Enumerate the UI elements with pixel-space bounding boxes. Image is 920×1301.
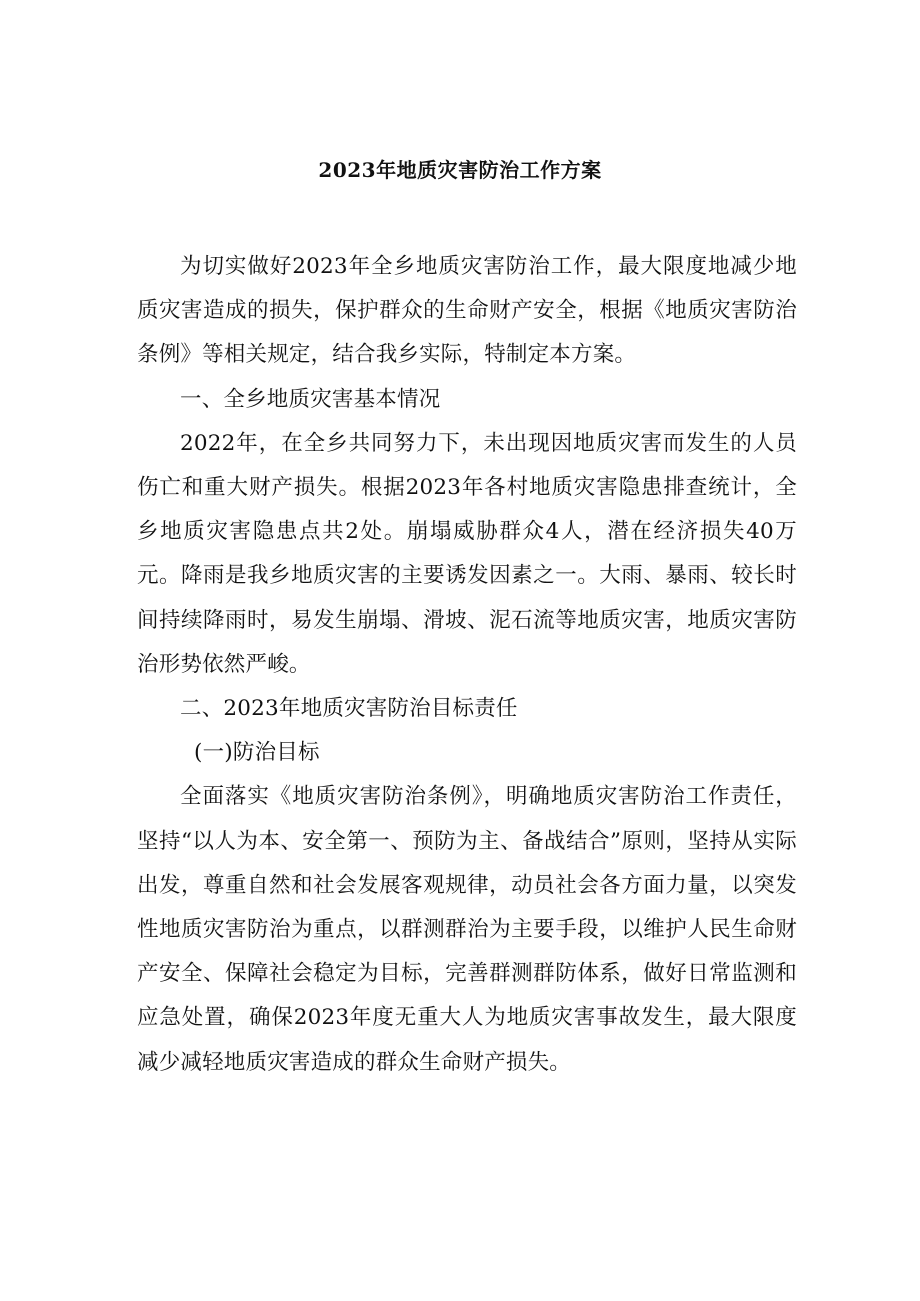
section-2-subheading-1: (一)防治目标 bbox=[194, 740, 320, 766]
section-1-heading: 一、全乡地质灾害基本情况 bbox=[180, 386, 441, 412]
section-1-paragraph: 2022年，在全乡共同努力下，未出现因地质灾害而发生的人员伤亡和重大财产损失。根据2023年各村地质灾害隐患排查统计，全乡地质灾害隐患点共2处。崩塌威胁群众4人，潜在经济损失40万元。降雨是我乡地质灾害的主要诱发因素之一。大雨、暴雨、较长时间持续降雨时，易发生崩塌、滑坡、泥石流等地质灾害，地质灾害防治形势依然严峻。 bbox=[137, 430, 797, 677]
section-2-sub-1-paragraph: 全面落实《地质灾害防治条例》，明确地质灾害防治工作责任，坚持“以人为本、安全第一、预防为主、备战结合”原则，坚持从实际出发，尊重自然和社会发展客观规律，动员社会各方面力量，以突发性地质灾害防治为重点，以群测群治为主要手段，以维护人民生命财产安全、保障社会稳定为目标，完善群测群防体系，做好日常监测和应急处置，确保2023年度无重大人为地质灾害事故发生，最大限度减少减轻地质灾害造成的群众生命财产损失。 bbox=[137, 784, 797, 1075]
document-body bbox=[137, 245, 797, 1085]
document-title: 2023年地质灾害防治工作方案 bbox=[318, 158, 602, 182]
intro-paragraph: 为切实做好2023年全乡地质灾害防治工作，最大限度地减少地质灾害造成的损失，保护群众的生命财产安全，根据《地质灾害防治条例》等相关规定，结合我乡实际，特制定本方案。 bbox=[137, 254, 797, 368]
section-2-heading: 二、2023年地质灾害防治目标责任 bbox=[180, 696, 518, 722]
